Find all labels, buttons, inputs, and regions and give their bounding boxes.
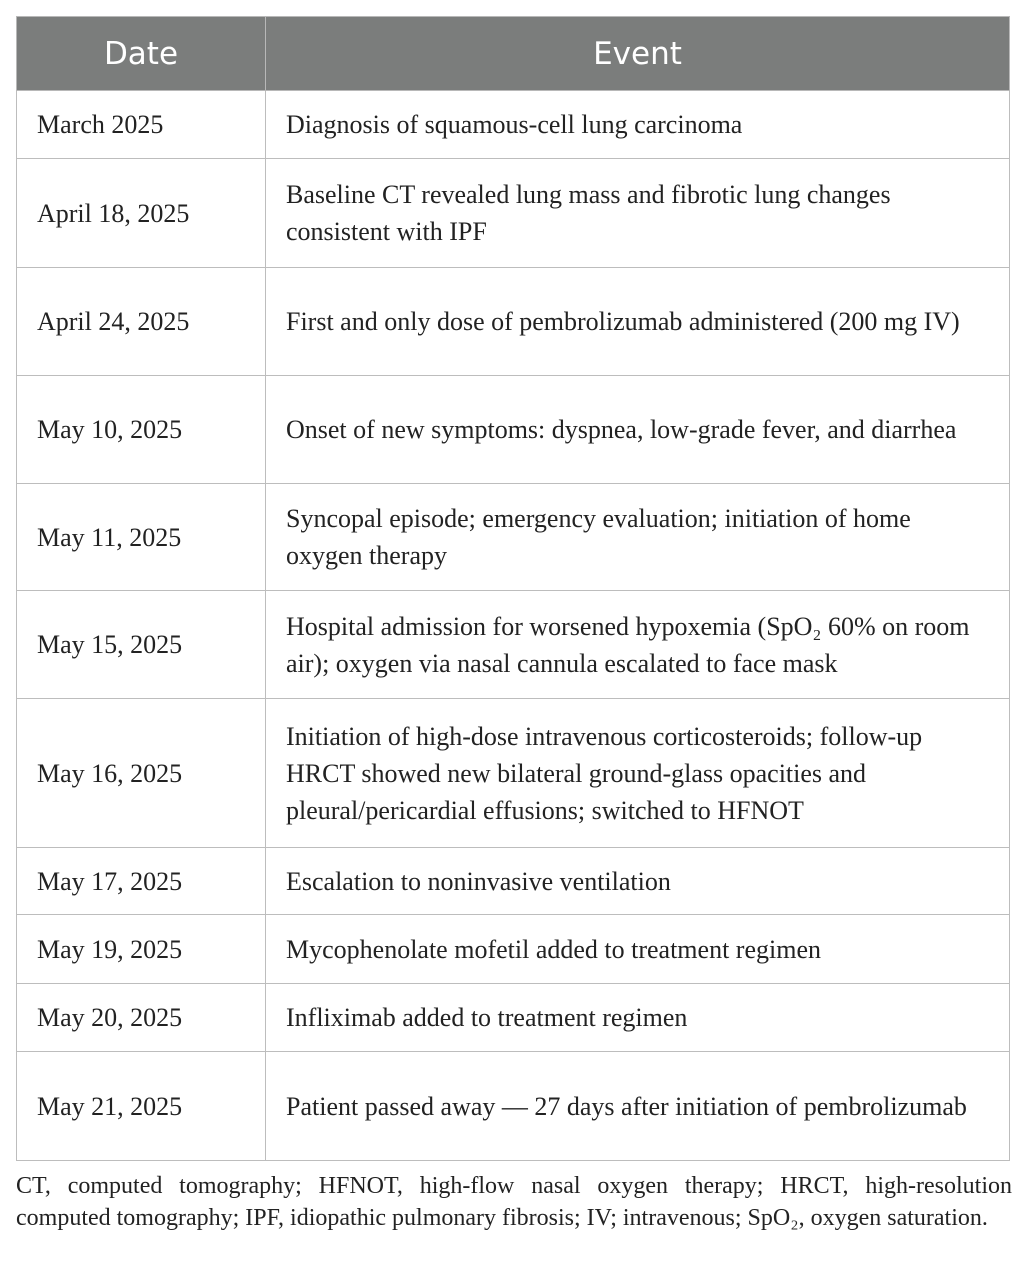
event-cell: Infliximab added to treatment regimen bbox=[266, 984, 1010, 1052]
event-cell: First and only dose of pembrolizumab administered (200 mg IV) bbox=[266, 268, 1010, 376]
date-cell: May 11, 2025 bbox=[17, 484, 266, 591]
date-cell: April 24, 2025 bbox=[17, 268, 266, 376]
date-cell: March 2025 bbox=[17, 91, 266, 159]
event-cell: Patient passed away — 27 days after initiation of pembrolizumab bbox=[266, 1052, 1010, 1161]
date-cell: May 20, 2025 bbox=[17, 984, 266, 1052]
table-row bbox=[17, 984, 1010, 1052]
table-footnote: CT, computed tomography; HFNOT, high-flow nasal oxygen therapy; HRCT, high-resolution computed tomography; IPF, idiopathic pulmonary fibrosis; IV; intravenous; SpO₂, oxygen saturation. bbox=[16, 1173, 1012, 1231]
date-cell: May 15, 2025 bbox=[17, 591, 266, 699]
event-cell: Syncopal episode; emergency evaluation; initiation of home oxygen therapy bbox=[266, 484, 1010, 591]
timeline-table bbox=[16, 16, 1010, 1161]
header-date: Date bbox=[17, 17, 266, 91]
table-row bbox=[17, 91, 1010, 159]
table-row bbox=[17, 159, 1010, 268]
table-row bbox=[17, 591, 1010, 699]
table-row bbox=[17, 699, 1010, 848]
event-cell: Mycophenolate mofetil added to treatment regimen bbox=[266, 915, 1010, 984]
event-cell: Escalation to noninvasive ventilation bbox=[266, 848, 1010, 915]
event-cell: Hospital admission for worsened hypoxemia (SpO₂ 60% on room air); oxygen via nasal cannula escalated to face mask bbox=[266, 591, 1010, 699]
table-row bbox=[17, 915, 1010, 984]
table-row bbox=[17, 268, 1010, 376]
date-cell: May 21, 2025 bbox=[17, 1052, 266, 1161]
header-row bbox=[17, 17, 1010, 91]
date-cell: May 10, 2025 bbox=[17, 376, 266, 484]
date-cell: May 16, 2025 bbox=[17, 699, 266, 848]
header-event: Event bbox=[266, 17, 1010, 91]
event-cell: Baseline CT revealed lung mass and fibrotic lung changes consistent with IPF bbox=[266, 159, 1010, 268]
event-cell: Initiation of high-dose intravenous corticosteroids; follow-up HRCT showed new bilateral ground-glass opacities and pleural/pericardial effusions; switched to HFNOT bbox=[266, 699, 1010, 848]
event-cell: Onset of new symptoms: dyspnea, low-grade fever, and diarrhea bbox=[266, 376, 1010, 484]
table-row bbox=[17, 848, 1010, 915]
date-cell: May 17, 2025 bbox=[17, 848, 266, 915]
date-cell: April 18, 2025 bbox=[17, 159, 266, 268]
table-row bbox=[17, 1052, 1010, 1161]
table-row bbox=[17, 376, 1010, 484]
event-cell: Diagnosis of squamous-cell lung carcinoma bbox=[266, 91, 1010, 159]
date-cell: May 19, 2025 bbox=[17, 915, 266, 984]
table-row bbox=[17, 484, 1010, 591]
